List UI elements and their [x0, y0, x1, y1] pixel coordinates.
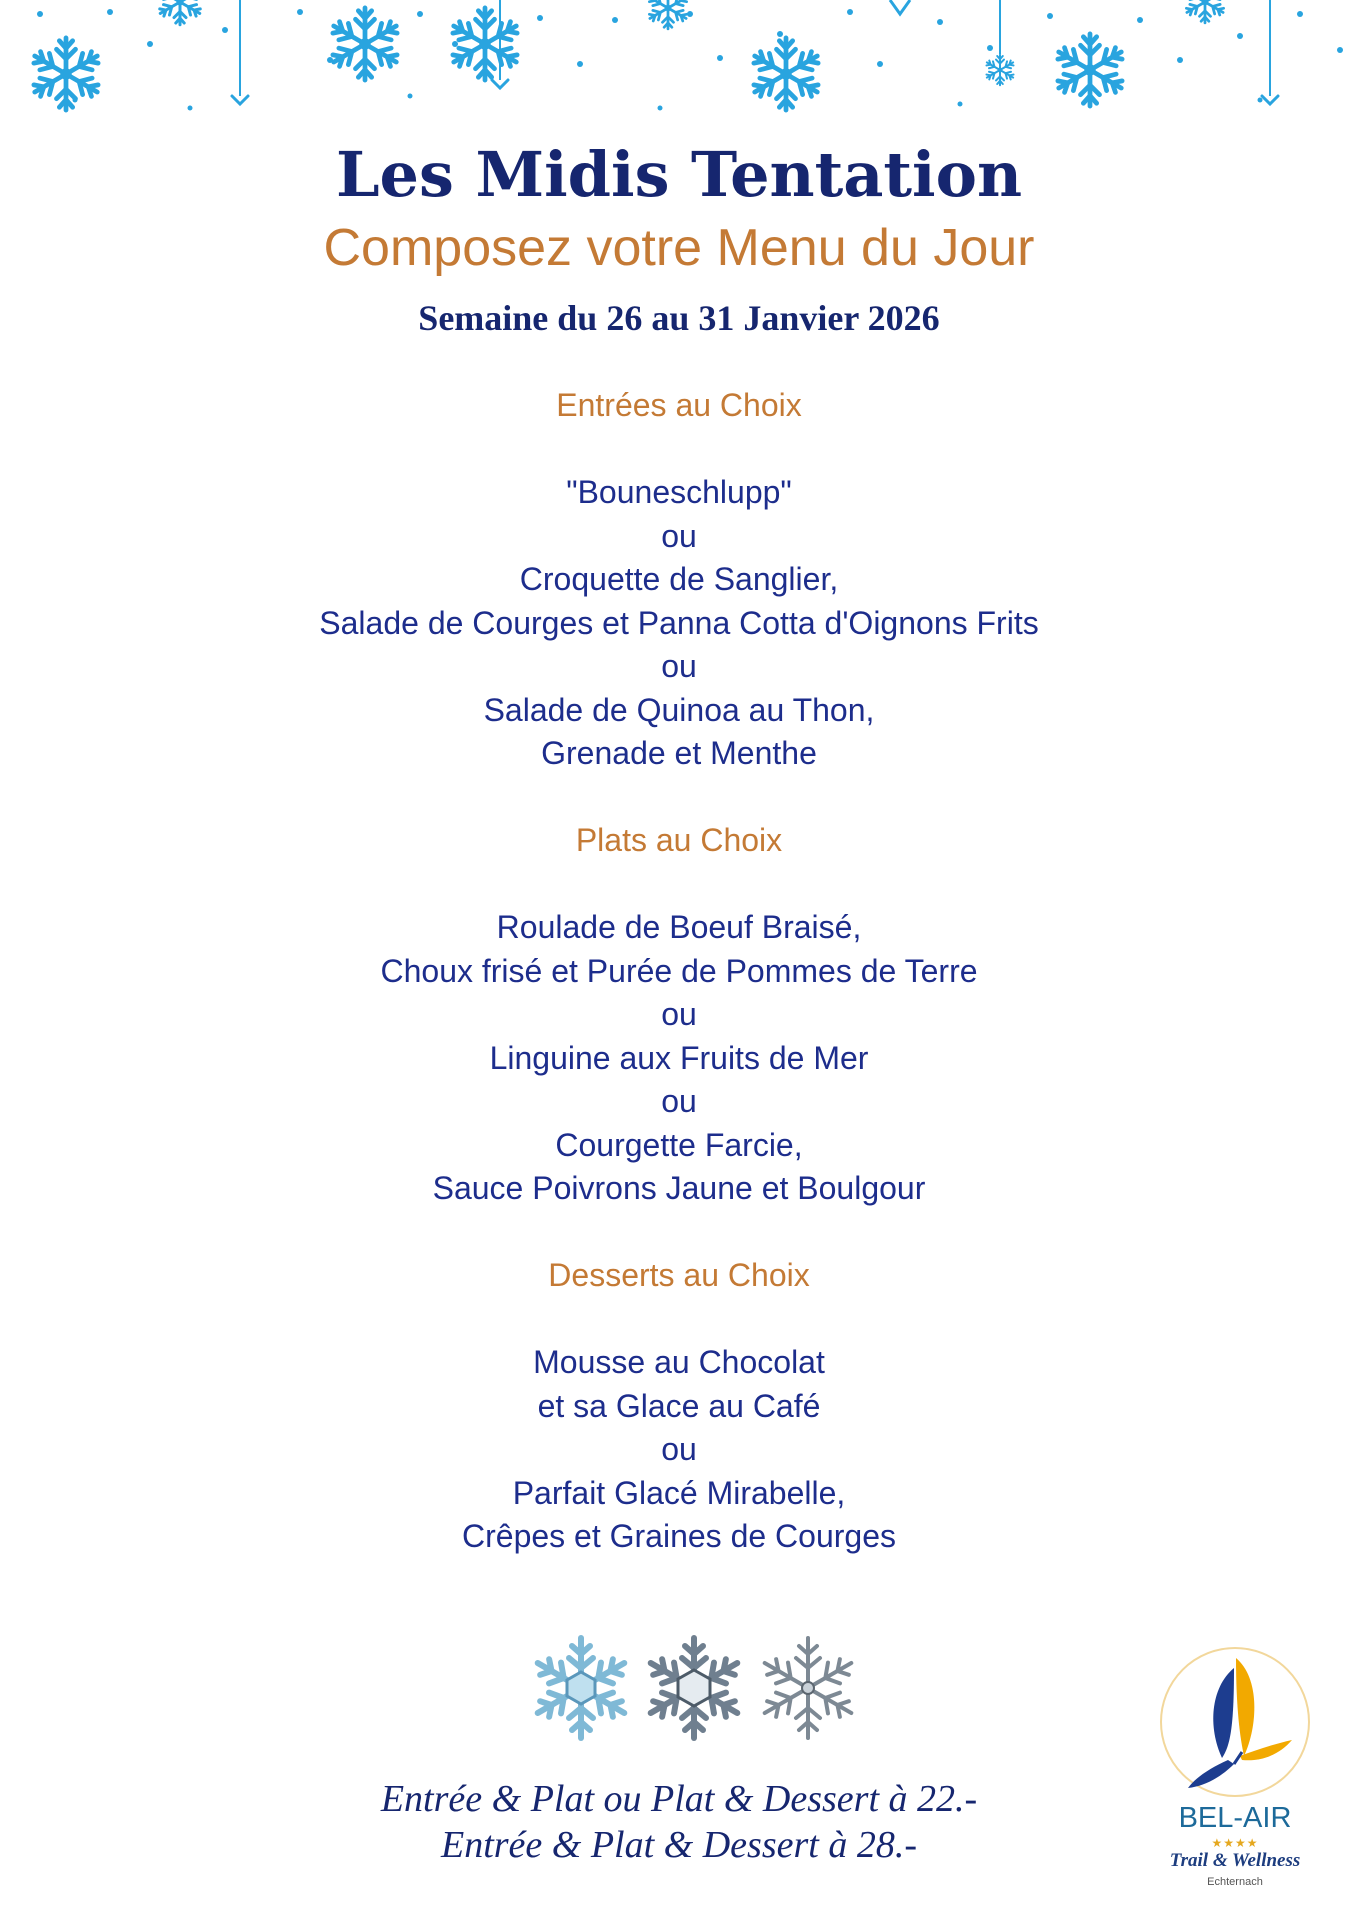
- separator-or: ou: [661, 996, 697, 1032]
- entree-item: Salade de Quinoa au Thon,: [483, 691, 875, 728]
- separator-or: ou: [661, 648, 697, 684]
- price-line-two-courses: Entrée & Plat ou Plat & Dessert à 22.-: [380, 1778, 978, 1820]
- plat-item: Roulade de Boeuf Braisé,: [496, 909, 862, 945]
- menu-subtitle: Composez votre Menu du Jour: [323, 219, 1035, 277]
- entree-item: Croquette de Sanglier,: [519, 561, 839, 597]
- menu-body: [0, 384, 1358, 1559]
- logo-location: Echternach: [1207, 1876, 1263, 1888]
- plat-item: Courgette Farcie,: [555, 1126, 803, 1163]
- dessert-item: Parfait Glacé Mirabelle,: [512, 1474, 846, 1511]
- separator-or: ou: [661, 1431, 697, 1467]
- snow-crystal-icon: [526, 1628, 866, 1748]
- plat-item: Linguine aux Fruits de Mer: [489, 1039, 869, 1076]
- section-heading-plats: Plats au Choix: [575, 822, 783, 858]
- plat-item: Sauce Poivrons Jaune et Boulgour: [432, 1170, 926, 1206]
- price-line-three-courses: Entrée & Plat & Dessert à 28.-: [441, 1824, 917, 1866]
- week-dates: Semaine du 26 au 31 Janvier 2026: [418, 298, 940, 338]
- plat-item: Choux frisé et Purée de Pommes de Terre: [380, 952, 978, 989]
- section-heading-entrees: Entrées au Choix: [556, 387, 802, 423]
- bel-air-logo: [1150, 1628, 1320, 1900]
- dessert-item: et sa Glace au Café: [537, 1387, 821, 1424]
- separator-or: ou: [661, 1083, 697, 1119]
- snowflake-garland-icon: [0, 0, 1358, 120]
- entree-item: Grenade et Menthe: [541, 735, 817, 771]
- separator-or: ou: [661, 517, 697, 554]
- menu-title: Les Midis Tentation: [335, 138, 1023, 211]
- section-heading-desserts: Desserts au Choix: [548, 1257, 810, 1293]
- dessert-item: Mousse au Chocolat: [533, 1344, 825, 1380]
- dessert-item: Crêpes et Graines de Courges: [462, 1518, 896, 1554]
- logo-stars: ★★★★: [1211, 1836, 1259, 1850]
- butterfly-logo-icon: [1150, 1628, 1320, 1802]
- entree-item: Salade de Courges et Panna Cotta d'Oignons Frits: [319, 604, 1039, 641]
- entree-item: "Bouneschlupp": [566, 474, 792, 510]
- logo-name: BEL-AIR: [1178, 1802, 1292, 1834]
- logo-tagline: Trail & Wellness: [1169, 1850, 1301, 1871]
